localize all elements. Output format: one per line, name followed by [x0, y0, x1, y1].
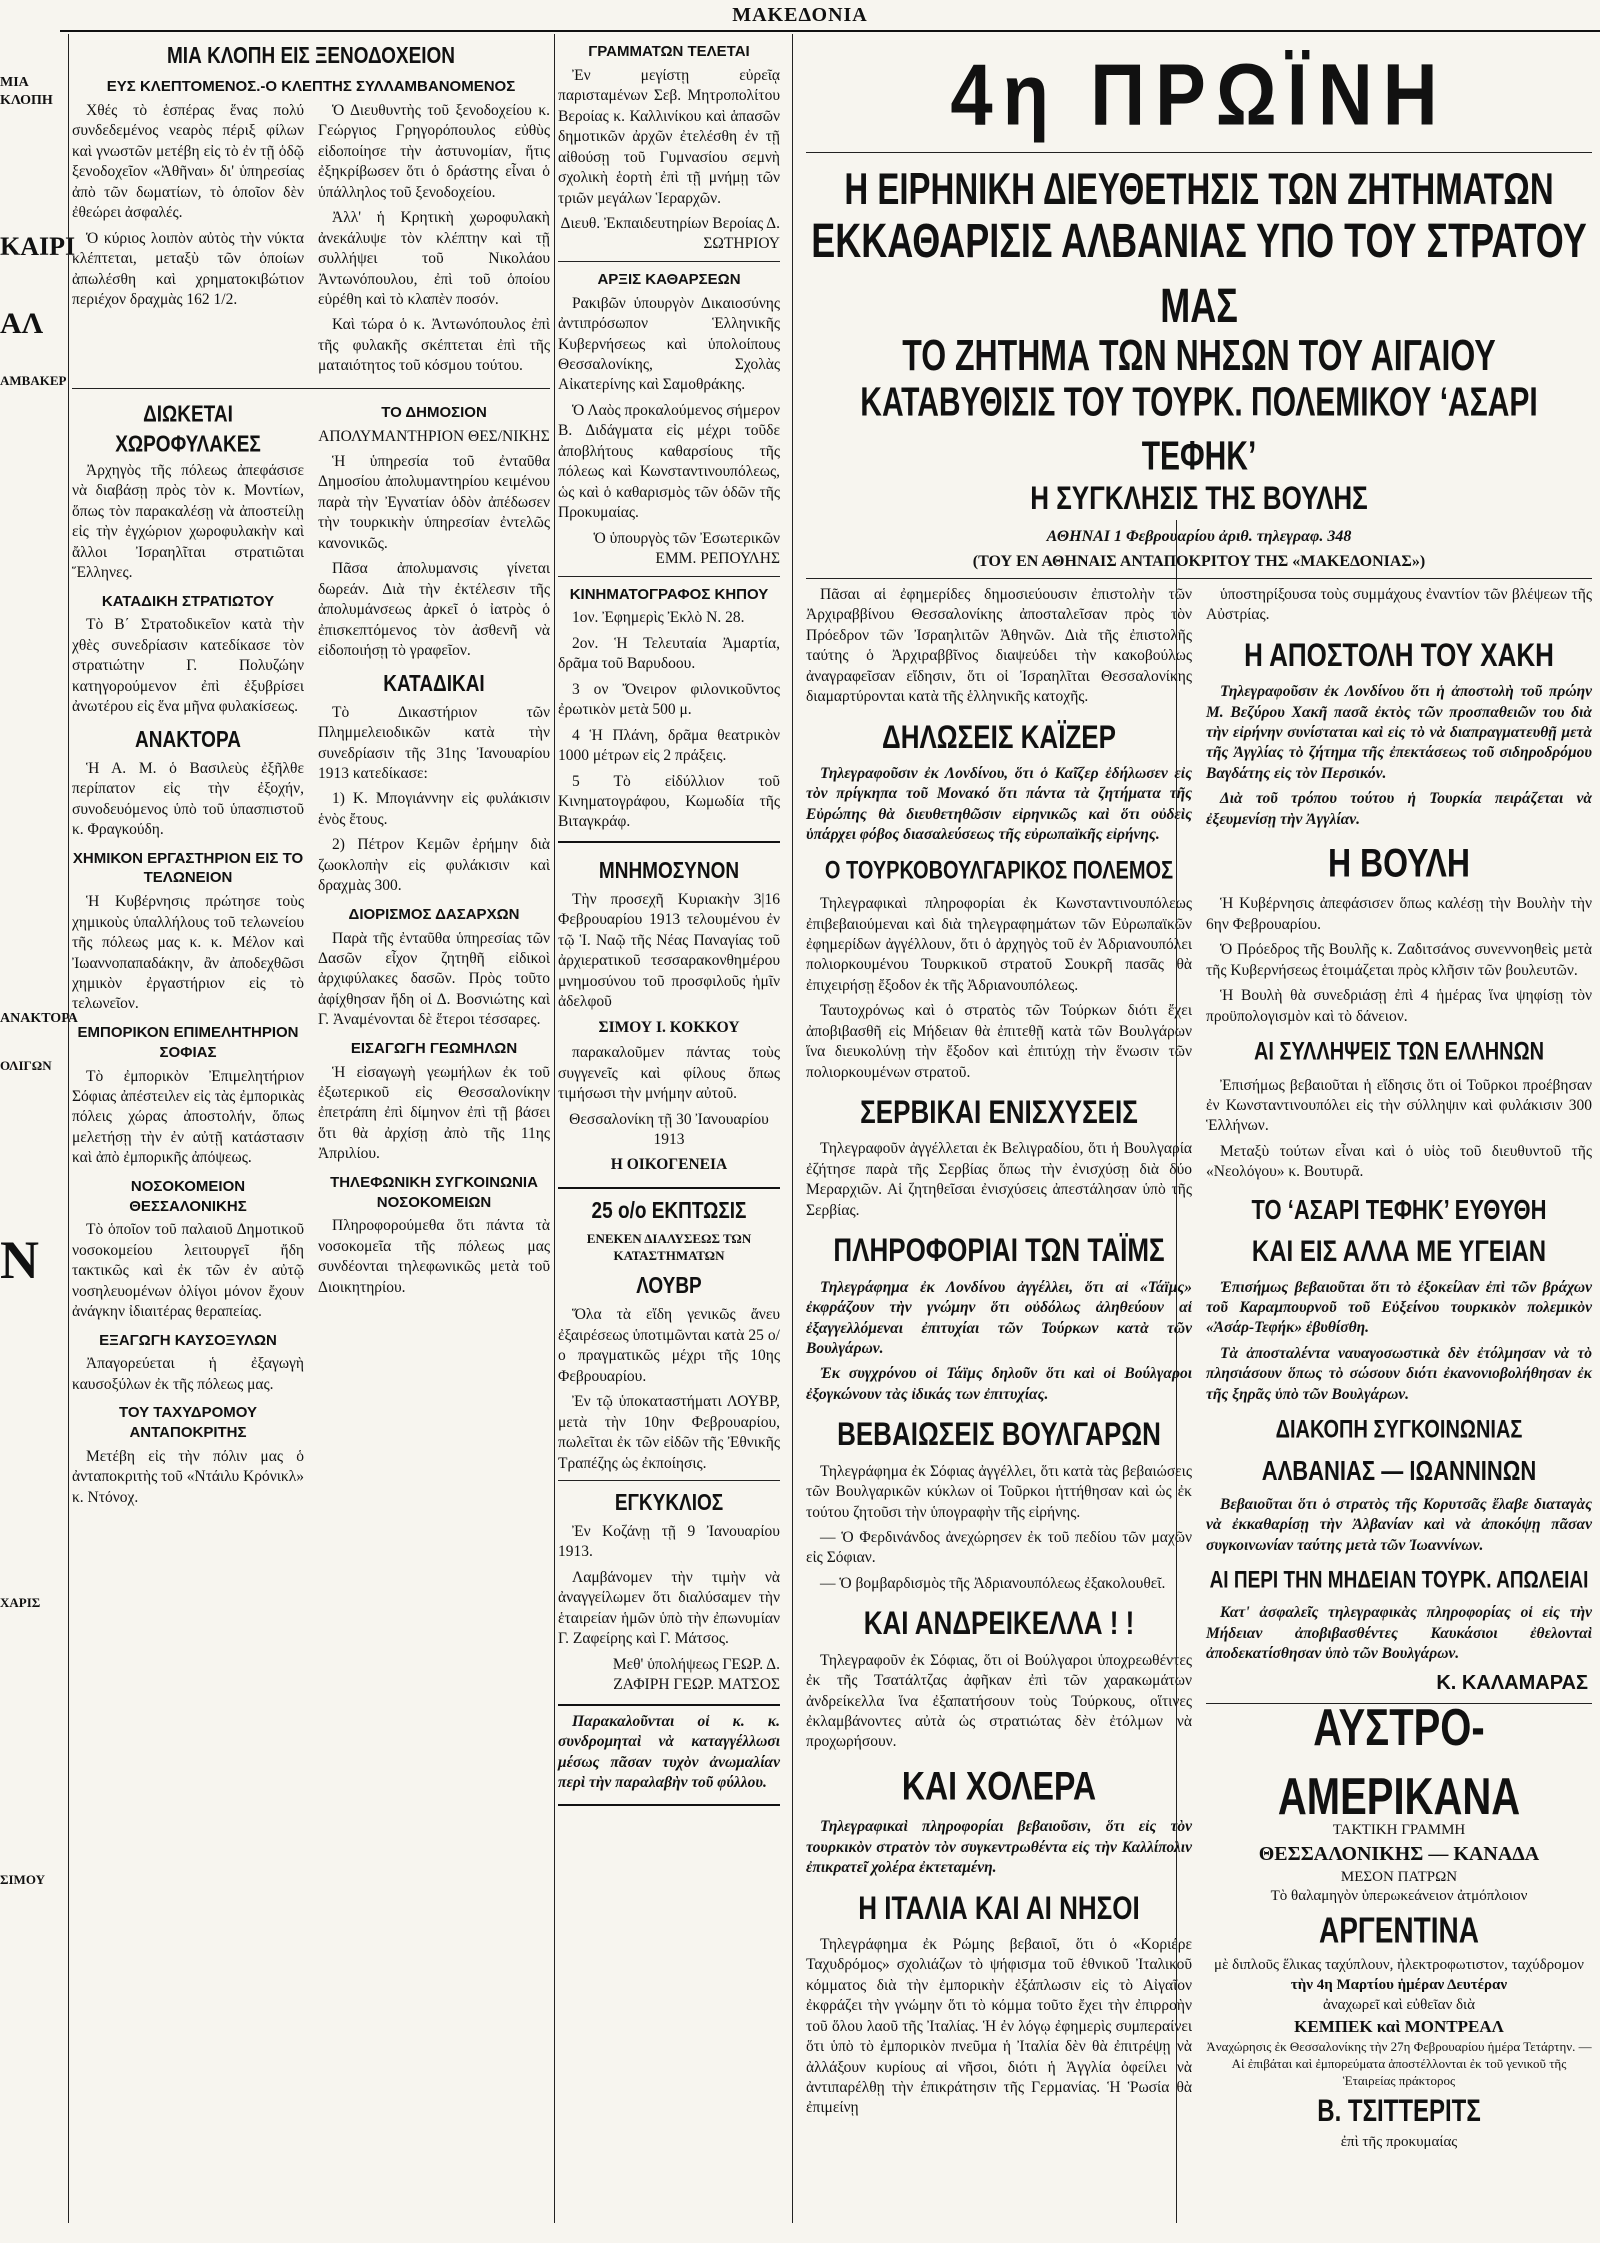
section-heading: ΤΟΥ ΤΑΧΥΔΡΟΜΟΥ ΑΝΤΑΠΟΚΡΙΤΗΣ — [118, 1404, 258, 1442]
section-heading: ΚΑΙ ΧΟΛΕΡΑ — [901, 1763, 1097, 1809]
list-item: 1ον. Ἐφημερὶς Ἐκλὸ Ν. 28. — [572, 609, 745, 627]
rule — [72, 388, 550, 389]
section-heading: ΝΟΣΟΚΟΜΕΙΟΝ ΘΕΣΣΑΛΟΝΙΚΗΣ — [129, 1177, 247, 1215]
paragraph: Ταυτοχρόνως καὶ ὁ στρατὸς τῶν Τούρκων διότι ἔχει ἀποβιβασθῆ εἰς Μήδειαν θὰ ἐπιτεθῇ κατὰ τῶν Βουλγάρων ἵνα διευκολύνῃ τὴν ἔξοδον καὶ ἐπιτύχῃ τὴν ἕνωσιν τῶν πολιορκουμένων στρατοῦ. — [806, 1002, 1192, 1081]
section-heading: ΕΞΑΓΩΓΗ ΚΑΥΣΟΞΥΛΩΝ — [99, 1331, 277, 1349]
notice-box — [558, 1704, 780, 1807]
section-heading: ΤΟ ‘ΑΣΑΡΙ ΤΕΦΗΚ’ ΕΥΘΥΘΗ — [1251, 1193, 1547, 1225]
rule — [558, 261, 780, 262]
fragment-4: ΑΜΒΑΚΕΡ — [0, 373, 67, 389]
section-heading: ΧΗΜΙΚΟΝ ΕΡΓΑΣΤΗΡΙΟΝ ΕΙΣ ΤΟ ΤΕΛΩΝΕΙΟΝ — [72, 849, 304, 887]
paragraph: Τὸ Β΄ Στρατοδικεῖον κατὰ τὴν χθὲς συνεδρίασιν κατεδίκασε τὸν στρατιώτην Γ. Πολυζώην κατηγορούμενον ἐπὶ ἐξυβρίσει ἀνωτέρου εἰς ἕνα μῆνα φυλακίσεως. — [72, 616, 304, 716]
paragraph: Ἡ Κυβέρνησις ἀπεφάσισεν ὅπως καλέσῃ τὴν Βουλὴν τὴν 6ην Φεβρουαρίου. — [1206, 895, 1592, 933]
ad-text: μὲ διπλοῦς ἕλικας ταχύπλουν, ἠλεκτροφωτιστον, ταχύδρομον — [1214, 1957, 1584, 1974]
paragraph: Ἀρχηγὸς τῆς πόλεως ἀπεφάσισε νὰ διαβάσῃ πρὸς τὸν κ. Μοντίων, ὅπως τὸν παρακαλέσῃ νὰ ἀποστείλῃ εἰς τὴν ἐγχώριον χωροφυλακὴν καὶ ἄλλοι Ἰσραηλῖται στρατιῶται Ἕλληνες. — [72, 461, 304, 582]
ad-text: ἐπὶ τῆς προκυμαίας — [1340, 2134, 1458, 2151]
sale-heading: 25 ο/ο ΕΚΠΤΩΣΙΣ — [591, 1198, 747, 1224]
paragraph: Τηλεγραφικαὶ πληροφορίαι ἐκ Κωνσταντινουπόλεως ἐπιβεβαιούμεναι καὶ διὰ τηλεγραφημάτων τῶν Εὐρωπαϊκῶν ἐφημερίδων ἀγγέλλουν, ὅτι ὁ ἀρχηγὸς τοῦ ἐν Ἀδριανουπόλει πολιορκουμένου Τουρκικοῦ στρατοῦ Σουκρῆ πασᾶς θὰ ἐπιχειρήσῃ ἔξοδον ἐκ τῆς Ἀδριανουπόλεως. — [806, 895, 1192, 994]
section-heading: Ο ΤΟΥΡΚΟΒΟΥΛΓΑΡΙΚΟΣ ΠΟΛΕΜΟΣ — [824, 856, 1174, 885]
ad-destination: ΚΕΜΠΕΚ καὶ ΜΟΝΤΡΕΑΛ — [1294, 2016, 1504, 2036]
section-heading: ΚΑΙ ΕΙΣ ΑΛΛΑ ΜΕ ΥΓΕΙΑΝ — [1251, 1234, 1547, 1269]
paragraph: Ὅλα τὰ εἴδη γενικῶς ἄνευ ἐξαιρέσεως ὑποτιμῶνται κατὰ 25 ο/ο πραγματικῶς μέχρι τῆς 10ης Φεβρουαρίου. — [558, 1306, 780, 1385]
column-right — [1206, 585, 1592, 2153]
ad-route: ΘΕΣΣΑΛΟΝΙΚΗΣ — ΚΑΝΑΔΑ — [1258, 1843, 1540, 1866]
ad-date: τὴν 4η Μαρτίου ἡμέραν Δευτέραν — [1290, 1977, 1508, 1993]
section-heading: ΓΡΑΜΜΑΤΩΝ ΤΕΛΕΤΑΙ — [588, 43, 750, 60]
paragraph: Ἐκ συγχρόνου οἱ Τάϊμς δηλοῦν ὅτι καὶ οἱ Βούλγαροι ἐξογκώνουν τὰς ἰδικάς των ἐπιτυχίας. — [806, 1365, 1192, 1403]
paragraph: Λαμβάνομεν τὴν τιμὴν νὰ ἀναγγείλωμεν ὅτι διαλύσαμεν τὴν ἑταιρείαν ἡμῶν ὑπὸ τὴν ἐπωνυμίαν Γ. Ζαφείρης καὶ Γ. Μάτσος. — [558, 1568, 780, 1648]
paragraph: παρακαλοῦμεν πάντας τοὺς συγγενεῖς καὶ φίλους ὅπως τιμήσωσι τὴν μνήμην αὐτοῦ. — [558, 1044, 780, 1103]
headline: Η ΕΙΡΗΝΙΚΗ ΔΙΕΥΘΕΤΗΣΙΣ ΤΩΝ ΖΗΤΗΜΑΤΩΝ — [844, 163, 1554, 214]
dateline: ΑΘΗΝΑΙ 1 Φεβρουαρίου ἀριθ. τηλεγραφ. 348 — [1046, 527, 1352, 545]
fragment-8: ΧΑΡΙΣ — [0, 1595, 41, 1611]
paragraph: Πᾶσα ἀπολυμανσις γίνεται δωρεάν. Διὰ τὴν ἐκτέλεσιν τῆς ἀπολυμάνσεως ἀρκεῖ ὁ ἰατρὸς ὁ ἐπισκεπτόμενος τὸν ἀσθενῆ νὰ εἰδοποιήσῃ τὸ γραφεῖον. — [318, 560, 550, 660]
section-heading: ΑΛΒΑΝΙΑΣ — ΙΩΑΝΝΙΝΩΝ — [1261, 1454, 1537, 1486]
signature: Κ. ΚΑΛΑΜΑΡΑΣ — [1436, 1672, 1588, 1695]
fragment-7: N — [0, 1230, 39, 1291]
signature: Διευθ. Ἐκπαιδευτηρίων Βεροίας Δ. ΣΩΤΗΡΙΟΥ — [560, 214, 780, 253]
section-heading: ΚΙΝΗΜΑΤΟΓΡΑΦΟΣ ΚΗΠΟΥ — [569, 585, 769, 603]
paragraph: Πληροφορούμεθα ὅτι πάντα τὰ νοσοκομεῖα τῆς πόλεως μας συνδέονται τηλεφωνικῶς μετὰ τοῦ Διοικητηρίου. — [318, 1217, 550, 1296]
list-item: 2ον. Ἡ Τελευταία Ἀμαρτία, δρᾶμα τοῦ Βαρυδοου. — [558, 634, 780, 673]
byline: (ΤΟΥ ΕΝ ΑΘΗΝΑΙΣ ΑΝΤΑΠΟΚΡΙΤΟΥ ΤΗΣ «ΜΑΚΕΔΟΝΙΑΣ») — [972, 552, 1426, 570]
section-heading: ΔΙΟΡΙΣΜΟΣ ΔΑΣΑΡΧΩΝ — [348, 905, 520, 923]
deceased-name: ΣΙΜΟΥ Ι. ΚΟΚΚΟΥ — [598, 1018, 740, 1036]
section-heading: Η ΒΟΥΛΗ — [1328, 840, 1470, 886]
section-heading: ΑΡΞΙΣ ΚΑΘΑΡΣΕΩΝ — [597, 270, 741, 288]
paragraph: Τηλεγραφοῦν ἐκ Σόφιας, ὅτι οἱ Βούλγαροι ὑποχρεωθέντες ἐκ τῆς Τσατάλτζας ἀφῆκαν ἐπὶ τῶν χαρακωμάτων ἀνδρείκελλα ἵνα ἐξαπατήσουν τοὺς Τούρκους, οἵτινες ἐκλαμβάνοντες αὐτὰ ὡς στρατιώτας δὲν ἐτόλμων νὰ προχωρήσουν. — [806, 1651, 1192, 1751]
paragraph: ὑποστηρίξουσα τοὺς συμμάχους ἐναντίον τῶν βλέψεων τῆς Αὐστρίας. — [1206, 585, 1592, 624]
article-subhead: ΕΥΣ ΚΛΕΠΤΟΜΕΝΟΣ.-Ο ΚΛΕΠΤΗΣ ΣΥΛΛΑΜΒΑΝΟΜΕΝΟΣ — [106, 78, 516, 96]
memorial-notice — [558, 841, 780, 1189]
masthead: ΜΑΚΕΔΟΝΙΑ — [732, 4, 868, 26]
column-fragment — [0, 34, 78, 2233]
two-columns — [806, 585, 1592, 2153]
paragraph: Τηλεγράφημα ἐκ Λονδίνου ἀγγέλλει, ὅτι αἱ «Τάϊμς» ἐκφράζουν τὴν γνώμην ὅτι οὐδόλως ἀληθεύουν αἱ ἐξαγγελλόμεναι ἐπιτυχίαι τῶν Τούρκων κατὰ τῶν Βουλγάρων. — [806, 1278, 1192, 1357]
paragraph: Ἡ Κυβέρνησις πρώτησε τοὺς χημικοὺς ὑπαλλήλους τοῦ τελωνείου τῆς πόλεως μας κ. κ. Μέλον καὶ Ἰωαννοπαπαδάκην, ἂν ἀποδεχθῶσι χημικὸν ἐργαστήριον εἰς τὸ τελωνεῖον. — [72, 893, 304, 1013]
ad-text: Τὸ θαλαμηγὸν ὑπερωκεάνειον ἀτμόπλοιον — [1270, 1888, 1528, 1905]
column-divider — [1176, 520, 1177, 2223]
paragraph: Τὸ ὁποῖον τοῦ παλαιοῦ Δημοτικοῦ νοσοκομείου λειτουργεῖ ἤδη τακτικῶς καὶ ἐκ τῶν ἐν αὐτῷ νοσηλευομένων ὀλίγοι μόνον ἔχουν ἀνάγκην ἰδιαιτέρας θεραπείας. — [72, 1221, 304, 1321]
ad-text: ἀναχωρεῖ καὶ εὐθεῖαν διὰ — [1323, 1996, 1475, 2013]
column-divider — [68, 34, 69, 2223]
section-heading: ΣΕΡΒΙΚΑΙ ΕΝΙΣΧΥΣΕΙΣ — [860, 1093, 1138, 1131]
column-middle — [558, 34, 780, 2233]
paragraph: Ὁ κύριος λοιπὸν αὐτὸς τὴν νύκτα κλέπτεται, μεταξὺ τῶν ὁποίων ἀπωλέσθη καὶ χρηματοκιβώτιον περιέχον δραχμὰς 162 1/2. — [72, 229, 304, 308]
section-heading: Η ΙΤΑΛΙΑ ΚΑΙ ΑΙ ΝΗΣΟΙ — [858, 1888, 1140, 1927]
column-divider — [792, 34, 793, 2223]
paragraph: Ἡ Α. Μ. ὁ Βασιλεὺς ἐξῆλθε περίπατον εἰς τὴν ἐξοχήν, συνοδευόμενος ὑπὸ τοῦ ὑπασπιστοῦ κ. Φραγκούδη. — [72, 759, 304, 839]
paragraph: Ρακιβῶν ὑπουργὸν Δικαιοσύνης ἀντιπρόσωπον Ἑλληνικῆς Κυβερνήσεως καὶ ὑπολοίπους Θεσσαλονίκης, Σχολὰς Αἰκατερίνης καὶ Σαμοθράκης. — [558, 294, 780, 394]
fragment-5: ΑΝΑΚΤΟΡΑ — [0, 1011, 78, 1027]
list-item: 4 Ἡ Πλάνη, δρᾶμα θεατρικὸν 1000 μέτρων εἰς 2 πράξεις. — [558, 726, 780, 765]
list-item: 5 Τὸ εἰδύλλιον τοῦ Κινηματογράφου, Κωμωδία τῆς Βιταγκράφ. — [558, 772, 780, 831]
headline: Η ΣΥΓΚΛΗΣΙΣ ΤΗΣ ΒΟΥΛΗΣ — [1030, 479, 1368, 518]
paragraph: Τὸ Δικαστήριον τῶν Πλημμελειοδικῶν κατὰ τὴν συνεδρίασιν τῆς 31ης Ἰανουαρίου 1913 κατεδίκασε: — [318, 703, 550, 782]
paragraph: Χθές τὸ ἑσπέρας ἕνας πολύ συνδεδεμένος νεαρὸς πέριξ φίλων καὶ γνωστῶν μετέβη εἰς τὸ ἐν τῇ ὁδῷ ξενοδοχεῖον «Ἀθῆναι» δι' ὑπηρεσίας ἀπὸ τῶν δωματίων, τὸ ὁποῖον δὲν ἐθεώρει ἀσφαλές. — [72, 101, 304, 222]
paragraph: Τηλεγραφοῦσιν ἐκ Λονδίνου ὅτι ἡ ἀποστολὴ τοῦ πρώην Μ. Βεζύρου Χακῆ πασᾶ ἐκτὸς τῶν προσπαθειῶν του διὰ τὴν εἰρήνην συνίσταται καὶ εἰς τὸ νὰ διαπραγματευθῇ μετὰ τῆς Ἀγγλίας τὸ ζήτημα τῆς ἐπεκτάσεως τοῦ σιδηροδρόμου Βαγδάτης εἰς τὸν Περσικόν. — [1206, 683, 1592, 782]
paragraph: Ἐν τῷ ὑποκαταστήματι ΛΟΥΒΡ, μετὰ τὴν 10ην Φεβρουαρίου, πωλεῖται ἐκ τῶν εἰδῶν τῆς Ἐθνικῆς Τραπέζης ὡς ἐκποίησις. — [558, 1393, 780, 1472]
section-heading: ΜΝΗΜΟΣΥΝΟΝ — [598, 858, 740, 884]
paragraph: 1) Κ. Μπογιάννην εἰς φυλάκισιν ἑνὸς ἔτους. — [318, 790, 550, 828]
paragraph: Τηλεγραφικαὶ πληροφορίαι βεβαιοῦσιν, ὅτι εἰς τὸν τουρκικὸν στρατὸν τὸν συγκεντρωθέντα εἰς τὴν Καλλίπολιν ἐπικρατεῖ χολέρα ἐκτεταμένη. — [806, 1818, 1192, 1877]
section-heading: ΚΑΤΑΔΙΚΑΙ — [383, 671, 485, 697]
ad-agent: Β. ΤΣΙΤΤΕΡΙΤΣ — [1317, 2093, 1481, 2129]
section-heading: ΚΑΙ ΑΝΔΡΕΙΚΕΛΛΑ ! ! — [863, 1604, 1135, 1643]
article-headline: ΜΙΑ ΚΛΟΠΗ ΕΙΣ ΞΕΝΟΔΟΧΕΙΟΝ — [166, 43, 456, 70]
section-heading: ΔΙΑΚΟΠΗ ΣΥΓΚΟΙΝΩΝΙΑΣ — [1275, 1416, 1523, 1444]
fragment-2: ΚΑΙΡΙ — [0, 232, 76, 262]
ad-text: Ἀναχώρησις ἐκ Θεσσαλονίκης τὴν 27η Φεβρουαρίου ἡμέρα Τετάρτην. — Αἱ ἐπιβάται καὶ ἐμπορεύματα ἀποστέλλονται ἐκ τοῦ γενικοῦ τῆς Ἑταιρείας πράκτορος — [1206, 2039, 1592, 2089]
date: Θεσσαλονίκη τῇ 30 Ἰανουαρίου 1913 — [569, 1110, 769, 1148]
signature: Ὁ ὑπουργὸς τῶν Ἐσωτερικῶν ΕΜΜ. ΡΕΠΟΥΛΗΣ — [593, 529, 780, 568]
headline: ΚΑΤΑΒΥΘΙΣΙΣ ΤΟΥ ΤΟΥΡΚ. ΠΟΛΕΜΙΚΟΥ ‘ΑΣΑΡΙ ΤΕΦΗΚ’ — [860, 380, 1538, 479]
paragraph: — Ὁ Φερδινάνδος ἀνεχώρησεν ἐκ τοῦ πεδίου τῶν μαχῶν εἰς Σόφιαν. — [806, 1528, 1192, 1567]
column-center — [806, 585, 1192, 2153]
ad-title: ΑΥΣΤΡΟ-ΑΜΕΡΙΚΑΝΑ — [1277, 1699, 1521, 1826]
paragraph: Ἀπαγορεύεται ἡ ἐξαγωγὴ καυσοξύλων ἐκ τῆς πόλεως μας. — [72, 1355, 304, 1393]
ad-line: ΤΑΚΤΙΚΗ ΓΡΑΜΜΗ — [1332, 1822, 1466, 1839]
subheading: ΑΠΟΛΥΜΑΝΤΗΡΙΟΝ ΘΕΣ/ΝΙΚΗΣ — [318, 427, 550, 445]
lower-columns — [72, 395, 550, 1514]
paragraph: Ὁ Λαὸς προκαλούμενος σήμερον Β. Διδάγματα εἰς μέχρι τοῦδε ἀποβλήτους καθαρσίους τῆς πόλεως καὶ Κωνσταντινουπόλεως, ὡς καὶ ὁ καθαρισμὸς τῶν ὁδῶν τῆς Προκυμαίας. — [558, 401, 780, 522]
paragraph: Τηλεγράφημα ἐκ Σόφιας ἀγγέλλει, ὅτι κατὰ τὰς βεβαιώσεις τῶν Βουλγαρικῶν κύκλων οἱ Τοῦρκοι ἡττήθησαν καὶ ὡς ἐκ τούτου ζητοῦσι τὴν ὑπογραφὴν τῆς εἰρήνης. — [806, 1462, 1192, 1521]
paragraph: Ἡ ὑπηρεσία τοῦ ἐνταῦθα Δημοσίου ἀπολυμαντηρίου κειμένου παρὰ τὴν Ἐγνατίαν ὁδὸν ἀπέδωσεν τὴν τουρκικὴν ὑπηρεσίαν ἐντελῶς κανονικῶς. — [318, 453, 550, 552]
paragraph: Πᾶσαι αἱ ἐφημερίδες δημοσιεύουσιν ἐπιστολὴν τῶν Ἀρχιραββίνου Θεσσαλονίκης ἀποσταλεῖσαν πρὸς τὸν Πρόεδρον τῶν Ἰσραηλιτῶν Ἀθηνῶν. Διὰ τῆς ἐπιστολῆς ταύτης ὁ Ἀρχιραββῖνος διαψεύδει τὴν κακοβούλως ἀναγραφεῖσαν εἴδησιν, ὅτι οἱ Ἰσραηλῖται Θεσσαλονίκης διαμαρτύρονται κατὰ τῆς ἑλληνικῆς κατοχῆς. — [806, 585, 1192, 706]
signature: Η ΟΙΚΟΓΕΝΕΙΑ — [610, 1156, 728, 1174]
paragraph: 2) Πέτρον Κεμῶν ἐρήμην διὰ ζωοκλοπὴν εἰς φυλάκισιν καὶ δραχμὰς 300. — [318, 836, 550, 895]
section-heading: ΑΝΑΚΤΟΡΑ — [135, 727, 241, 753]
section-heading: ΚΑΤΑΔΙΚΗ ΣΤΡΑΤΙΩΤΟΥ — [101, 592, 275, 610]
section-heading: ΠΛΗΡΟΦΟΡΙΑΙ ΤΩΝ ΤΑΪΜΣ — [833, 1231, 1165, 1269]
paragraph: Ἡ Βουλὴ θὰ συνεδριάσῃ ἐπὶ 4 ἡμέρας ἵνα ψηφίσῃ τὸν προϋπολογισμὸν καὶ τὸ δάνειον. — [1206, 987, 1592, 1025]
paragraph: Ἡ εἰσαγωγὴ γεωμήλων ἐκ τοῦ ἐξωτερικοῦ εἰς Θεσσαλονίκην ἐπετράπη ἐπὶ δίμηνον ἐπὶ τῇ βάσει ὅτι θὰ ἀρχίσῃ ἀπὸ τῆς 11ης Ἀπριλίου. — [318, 1063, 550, 1163]
paragraph: Ἀλλ' ἡ Κρητικὴ χωροφυλακὴ ἀνεκάλυψε τὸν κλέπτην καὶ τῇ συλλήψει τοῦ Νικολάου Ἀντωνόπουλου, ἐπὶ τοῦ ὁποίου εὑρέθη καὶ τὸ κλαπὲν ποσόν. — [318, 209, 550, 308]
rule — [558, 1480, 780, 1481]
fragment-1: ΜΙΑ ΚΛΟΠΗ — [0, 75, 53, 109]
paragraph: Ὁ Πρόεδρος τῆς Βουλῆς κ. Ζαδιτσάνος συνεννοηθεὶς μετὰ τῆς Κυβερνήσεως ἑτοιμάζεται πρὸς κλῆσιν τῶν βουλευτῶν. — [1206, 941, 1592, 979]
paragraph: Ἐπισήμως βεβαιοῦται ἡ εἴδησις ὅτι οἱ Τοῦρκοι προέβησαν ἐν Κωνσταντινουπόλει εἰς τὴν σύλληψιν καὶ φυλάκισιν 300 Ἑλλήνων. — [1206, 1076, 1592, 1135]
masthead-rule — [60, 30, 1600, 32]
column-divider — [554, 34, 555, 2223]
section-heading: ΒΕΒΑΙΩΣΕΙΣ ΒΟΥΛΓΑΡΩΝ — [837, 1415, 1161, 1454]
fragment-6: ΟΛΙΓΩΝ — [0, 1058, 52, 1074]
paragraph: Κατ' ἀσφαλεῖς τηλεγραφικὰς πληροφορίας οἱ εἰς τὴν Μήδειαν ἀποβιβασθέντες Καυκάσιοι ἐθελονταὶ ἀποδεκατίσθησαν ὑπὸ τῶν Βουλγάρων. — [1206, 1604, 1592, 1663]
ad-via: ΜΕΣΟΝ ΠΑΤΡΩΝ — [1340, 1868, 1458, 1885]
section-heading: ΔΗΛΩΣΕΙΣ ΚΑΪΖΕΡ — [882, 717, 1116, 756]
paragraph: Τηλεγράφημα ἐκ Ρώμης βεβαιοῖ, ὅτι ὁ «Κοριέρε Ταχυδρόμος» σχολιάζων τὸ ψήφισμα τοῦ ἑθνικοῦ Ἰταλικοῦ κόμματος διὰ τὴν ἐμπορικὴν ἐξάπλωσιν εἰς τὸ Αἰγαῖον ἐκφράζει τὴν γνώμην ὅτι τὸ κόμμα τοῦτο ἔχει τὴν ἐπιρροὴν τοῦ ὅλου λαοῦ τῆς Ἰταλίας. Ἡ ἐν λόγῳ ἐφημερὶς συμπεραίνει ὅτι ὑπὸ τὸ ἐμπορικὸν πνεῦμα ἡ Ἰταλία δὲν θὰ ἐπιτρέψῃ νὰ ἀλλάξουν κυρίους αἱ νῆσοι, διότι ἡ Ἀγγλία ὀφείλει νὰ ἀντιπαρέλθῃ τὴν ἐπικράτησιν τῆς Γερμανίας. Ἡ Ῥωσία θὰ ἐπιμείνῃ — [806, 1935, 1192, 2117]
paragraph: Μετέβη εἰς τὴν πόλιν μας ὁ ἀνταποκριτὴς τοῦ «Ντάιλυ Κρόνικλ» κ. Ντόνοχ. — [72, 1447, 304, 1506]
paragraph: Μεταξὺ τούτων εἶναι καὶ ὁ υἱὸς τοῦ διευθυντοῦ τῆς «Νεολόγου» κ. Βουτυρᾶ. — [1206, 1142, 1592, 1181]
fragment-9: ΣΙΜΟΥ — [0, 1872, 45, 1888]
section-heading: Η ΑΠΟΣΤΟΛΗ ΤΟΥ ΧΑΚΗ — [1244, 635, 1554, 674]
section-heading: ΕΙΣΑΓΩΓΗ ΓΕΩΜΗΛΩΝ — [350, 1039, 518, 1057]
section-heading: ΑΙ ΠΕΡΙ ΤΗΝ ΜΗΔΕΙΑΝ ΤΟΥΡΚ. ΑΠΩΛΕΙΑΙ — [1209, 1567, 1589, 1594]
paragraph: — Ὁ βομβαρδισμὸς τῆς Ἀδριανουπόλεως ἐξακολουθεῖ. — [820, 1574, 1166, 1592]
article-body — [72, 101, 550, 382]
paragraph: Ἐπισήμως βεβαιοῦται ὅτι τὸ ἐξοκείλαν ἐπὶ τῶν βράχων τοῦ Καραμπουρνοῦ τοῦ Εὐξείνου τουρκικὸν πολεμικὸν «Ἀσάρ-Τεφήκ» ἐβυθίσθη. — [1206, 1278, 1592, 1337]
list-item: 3 ον Ὄνειρον φιλονικοῦντος ἐρωτικὸν μετὰ 500 μ. — [558, 680, 780, 719]
front-headlines — [806, 34, 1592, 2233]
section-heading: ΕΜΠΟΡΙΚΟΝ ΕΠΙΜΕΛΗΤΗΡΙΟΝ ΣΟΦΙΑΣ — [77, 1023, 299, 1061]
signature: Μεθ' ὑπολήψεως ΓΕΩΡ. Δ. ΖΑΦΙΡΗ ΓΕΩΡ. ΜΑΤΣΟΣ — [612, 1655, 780, 1694]
paragraph: Ὁ Διευθυντὴς τοῦ ξενοδοχείου κ. Γεώργιος Γρηγορόπουλος εὐθὺς εἰδοποίησε τὴν ἀστυνομίαν, ἥτις ἐξηκρίβωσεν ὅτι ὁ δράστης εἶναι ὁ ὑπάλληλος τοῦ ξενοδοχείου. — [318, 101, 550, 201]
headline: ΤΟ ΖΗΤΗΜΑ ΤΩΝ ΝΗΣΩΝ ΤΟΥ ΑΙΓΑΙΟΥ — [902, 330, 1496, 380]
column-left — [72, 34, 550, 2233]
shipping-advertisement — [1206, 1699, 1592, 2153]
subheading: ΕΝΕΚΕΝ ΔΙΑΛΥΣΕΩΣ ΤΩΝ ΚΑΤΑΣΤΗΜΑΤΩΝ — [586, 1230, 752, 1264]
paragraph: Τὰ ἀποσταλέντα ναυαγοσωστικὰ δὲν ἐτόλμησαν νὰ τὸ πλησιάσουν ὅπως τὸ σώσουν διότι ἐκανονιοβολήθησαν ἐκ τῆς ξηρᾶς ὑπὸ τῶν Βουλγάρων. — [1206, 1344, 1592, 1403]
paragraph: Τηλεγραφοῦσιν ἐκ Λονδίνου, ὅτι ὁ Καῖζερ ἐδήλωσεν εἰς τὸν πρίγκηπα τοῦ Μονακό ὅτι πάντα τὰ ζητήματα τῆς Εὐρώπης θὰ διευθετηθῶσιν εἰρηνικῶς καὶ ὅτι οὐδεὶς ὑπάρχει φόβος διασαλεύσεως τῆς εὐρωπαϊκῆς εἰρήνης. — [806, 764, 1192, 844]
paragraph: Παρακαλοῦνται οἱ κ. κ. συνδρομηταὶ νὰ καταγγέλλωσι μέσως πᾶσαν τυχὸν ἀνωμαλίαν περὶ τὴν παραλαβὴν τοῦ φύλλου. — [558, 1712, 780, 1792]
fragment-3: ΑΛ — [0, 307, 44, 341]
section-heading: ΕΓΚΥΚΛΙΟΣ — [614, 1490, 724, 1517]
paragraph: Βεβαιοῦται ὅτι ὁ στρατὸς τῆς Κορυτσᾶς ἔλαβε διαταγὰς νὰ ἐκκαθαρίσῃ τὴν Ἀλβανίαν καὶ νὰ ἀποκόψῃ πᾶσαν συγκοινωνίαν ταύτης μετὰ τῶν Ἰωαννίνων. — [1206, 1495, 1592, 1554]
paragraph: Διὰ τοῦ τρόπου τούτου ἡ Τουρκία πειράζεται νὰ ἐξευμενίσῃ τὴν Ἀγγλίαν. — [1206, 790, 1592, 828]
paragraph: Παρὰ τῆς ἐνταῦθα ὑπηρεσίας τῶν Δασῶν εἶχον ζητηθῆ εἰδικοὶ ἀρχιφύλακες δασῶν. Πρὸς τοῦτο ἀφίχθησαν ἤδη οἱ Δ. Βοσνιώτης καὶ Γ. Ἀναμένονται δὲ ἕτεροι τέσσαρες. — [318, 929, 550, 1029]
paragraph: Τηλεγραφοῦν ἀγγέλλεται ἐκ Βελιγραδίου, ὅτι ἡ Βουλγαρία ἐζήτησε παρὰ τῆς Σερβίας ὅπως τὴν ἐνισχύσῃ διὰ δύο Μεραρχιῶν. Αἱ ζητηθεῖσαι ἐνισχύσεις ἀπεστάλησαν ὑπὸ τῆς Σερβίας. — [806, 1140, 1192, 1219]
brand-name: ΛΟΥΒΡ — [636, 1274, 702, 1300]
paragraph: Καὶ τώρα ὁ κ. Ἀντωνόπουλος ἐπὶ τῆς φυλακῆς σκέπτεται ἐπὶ τῆς ματαιότητος τοῦ κόσμου τούτου. — [318, 316, 550, 375]
paragraph: Ἐν μεγίστῃ εὐρεῖᾳ παρισταμένων Σεβ. Μητροπολίτου Βεροίας κ. Καλλινίκου καὶ ἁπασῶν δημοτικῶν ἀρχῶν ἐτελέσθη ἐν τῇ αἰθούσῃ τοῦ Γυμνασίου σεμνὴ σχολικὴ ἑορτὴ ἐπὶ τῇ μνήμῃ τῶν τριῶν μεγάλων Ἱεραρχῶν. — [558, 66, 780, 207]
paragraph: Ἐν Κοζάνῃ τῇ 9 Ἰανουαρίου 1913. — [558, 1523, 780, 1561]
edition-title: 4η ΠΡΩΪΝΗ — [950, 46, 1448, 145]
headline: ΕΚΚΑΘΑΡΙΣΙΣ ΑΛΒΑΝΙΑΣ ΥΠΟ ΤΟΥ ΣΤΡΑΤΟΥ ΜΑΣ — [811, 212, 1587, 332]
paragraph: Τὸ ἐμπορικὸν Ἐπιμελητήριον Σόφιας ἀπέστειλεν εἰς τὰς ἐμπορικὰς πόλεις χώρας ἀποστολήν, ὅπως μελετήσῃ τὴν ἐν αὐτῇ κατάστασιν καὶ ἀπὸ ἐμπορικῆς ἀπόψεως. — [72, 1067, 304, 1167]
section-heading: ΤΟ ΔΗΜΟΣΙΟΝ — [381, 403, 487, 421]
section-heading: ΑΙ ΣΥΛΛΗΨΕΙΣ ΤΩΝ ΕΛΛΗΝΩΝ — [1253, 1038, 1545, 1066]
paragraph: Τὴν προσεχῆ Κυριακὴν 3|16 Φεβρουαρίου 1913 τελουμένου ἐν τῷ Ἱ. Ναῷ τῆς Νέας Παναγίας τοῦ ἀρχιερατικοῦ τεσσαρακονθημέρου μνημοσύνου τοῦ προσφιλοῦς ἡμῖν ἀδελφοῦ — [558, 890, 780, 1011]
section-heading: ΤΗΛΕΦΩΝΙΚΗ ΣΥΓΚΟΙΝΩΝΙΑ ΝΟΣΟΚΟΜΕΙΩΝ — [330, 1173, 538, 1211]
rule — [558, 576, 780, 577]
section-heading: ΔΙΩΚΕΤΑΙ ΧΩΡΟΦΥΛΑΚΕΣ — [115, 402, 261, 458]
ad-ship: ΑΡΓΕΝΤΙΝΑ — [1319, 1910, 1479, 1951]
rule — [806, 578, 1592, 579]
